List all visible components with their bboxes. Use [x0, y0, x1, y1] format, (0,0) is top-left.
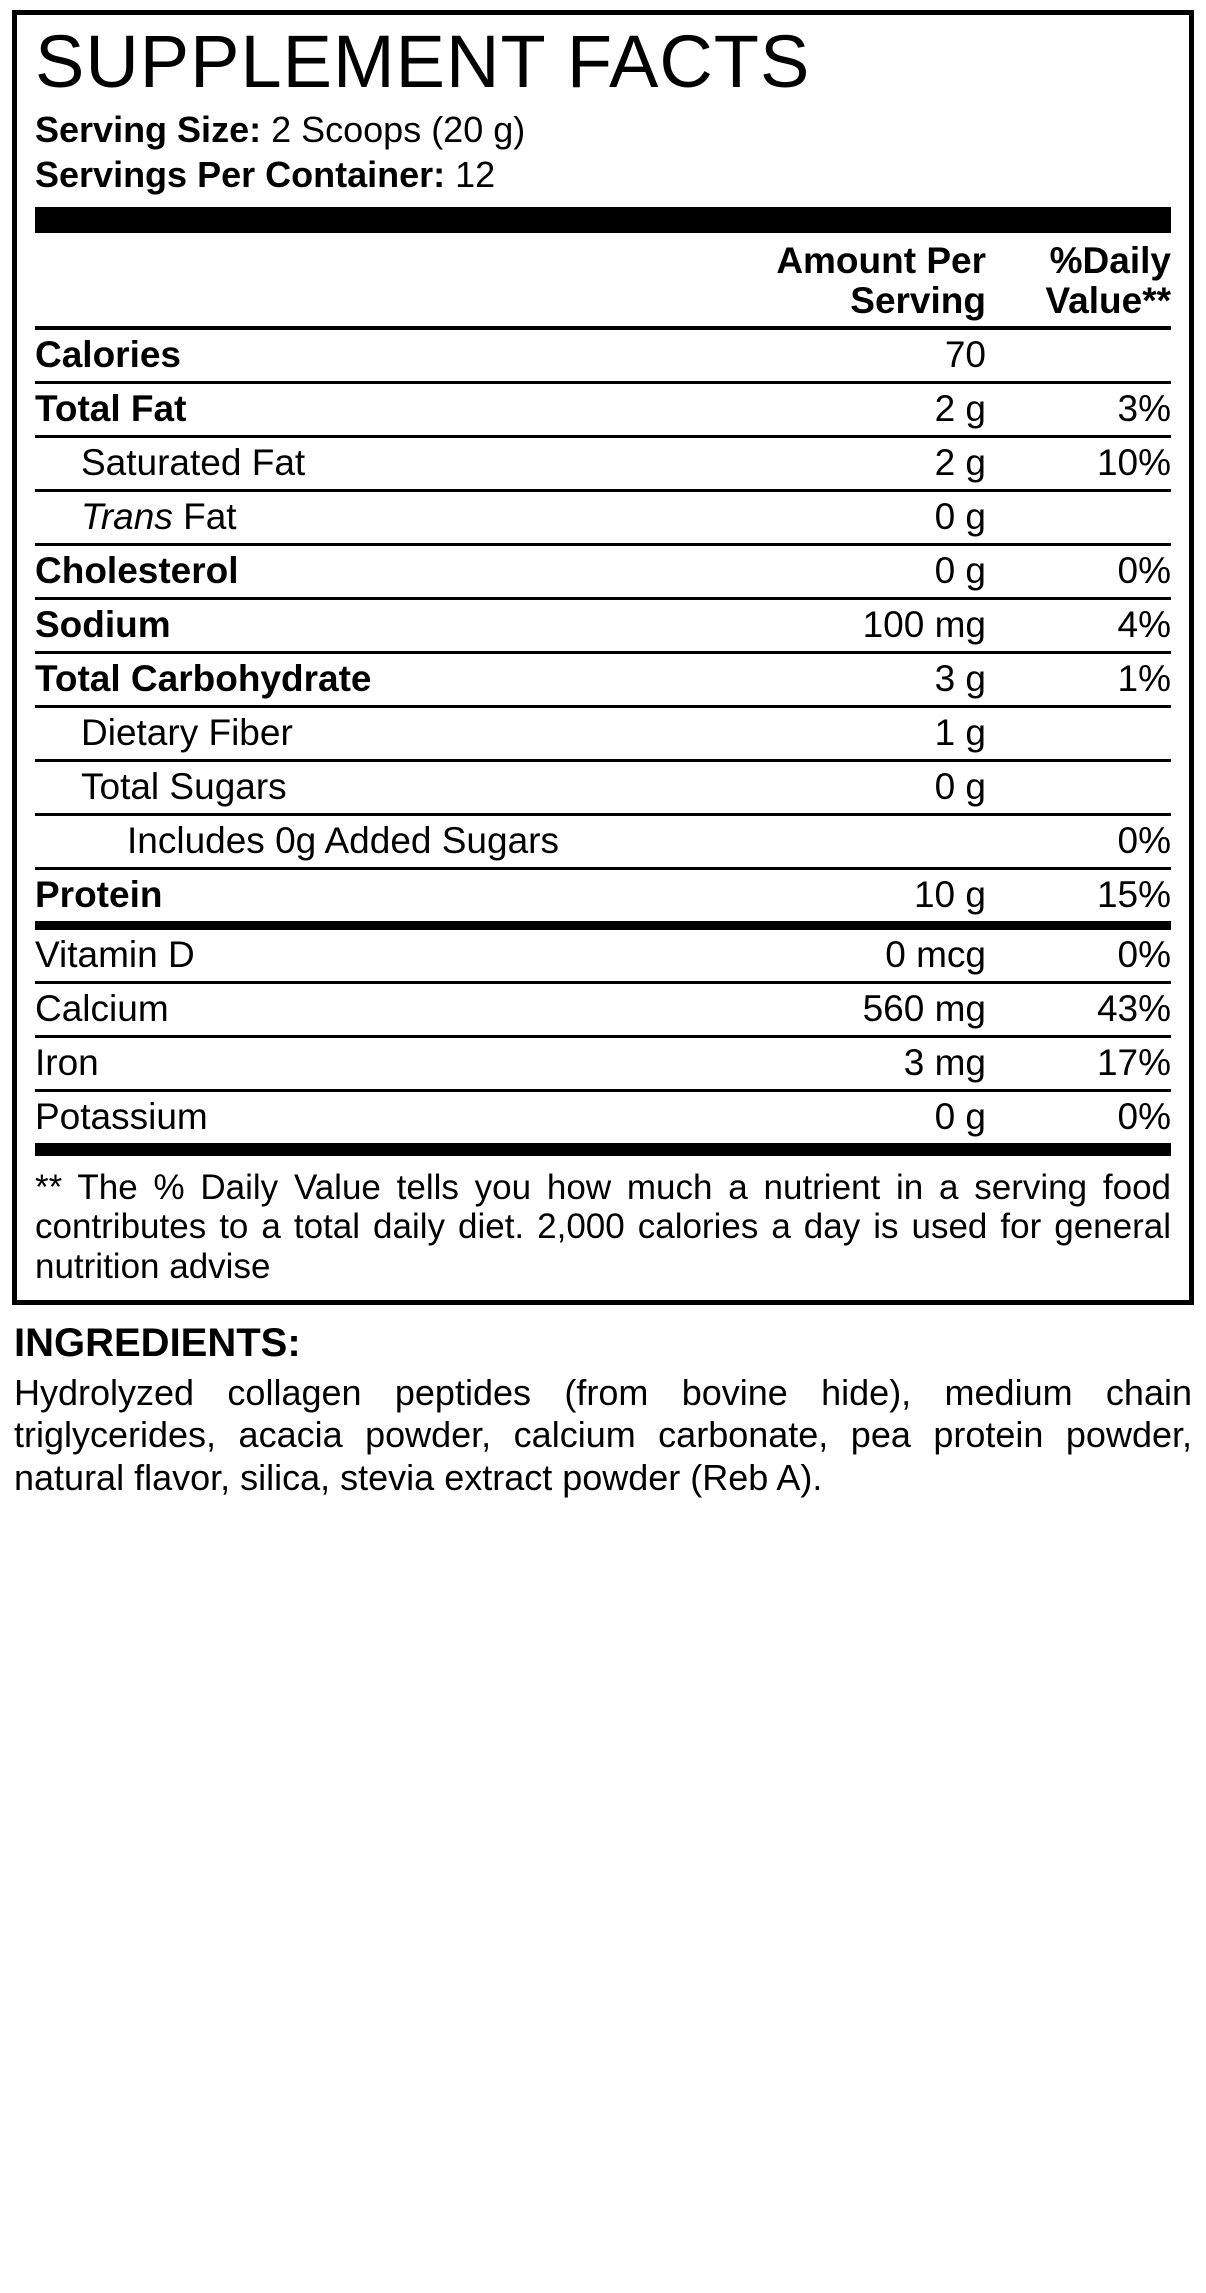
nutrition-rows [35, 330, 1171, 1143]
row-dv: 1% [986, 653, 1171, 707]
row-dv: 10% [986, 437, 1171, 491]
row-label: Vitamin D [35, 926, 736, 983]
row-amount: 0 g [736, 491, 986, 545]
row-amount: 3 mg [736, 1037, 986, 1091]
table-row-vitamin-d [35, 926, 1171, 983]
row-dv: 0% [986, 926, 1171, 983]
row-amount: 2 g [736, 383, 986, 437]
row-label: Saturated Fat [35, 437, 736, 491]
row-label: Cholesterol [35, 545, 736, 599]
row-label: Sodium [35, 599, 736, 653]
ingredients-title: INGREDIENTS: [14, 1320, 301, 1365]
servings-per-container-label: Servings Per Container: [35, 154, 446, 196]
table-row-cholesterol [35, 545, 1171, 599]
row-label: Protein [35, 869, 736, 926]
nutrition-table [35, 233, 1171, 326]
table-row-total-sugars [35, 761, 1171, 815]
row-dv: 3% [986, 383, 1171, 437]
row-amount: 2 g [736, 437, 986, 491]
row-amount: 10 g [736, 869, 986, 926]
row-dv: 17% [986, 1037, 1171, 1091]
row-amount: 70 [736, 330, 986, 383]
row-label: Total Carbohydrate [35, 653, 736, 707]
row-amount: 3 g [736, 653, 986, 707]
row-dv: 43% [986, 983, 1171, 1037]
header-amount-line1: Amount Per [776, 240, 986, 282]
table-row-calories [35, 330, 1171, 383]
header-daily-value [986, 233, 1171, 326]
table-row-potassium [35, 1091, 1171, 1144]
row-label: Total Sugars [35, 761, 736, 815]
serving-size-value: 2 Scoops (20 g) [271, 109, 526, 151]
table-header-row [35, 233, 1171, 326]
ingredients-list: Hydrolyzed collagen peptides (from bovine hide), medium chain triglycerides, acacia powder, calcium carbonate, pea protein powder, natural flavor, silica, stevia extract powder (Reb A). [14, 1371, 1192, 1498]
header-dv-line2: Value** [1045, 280, 1171, 322]
header-amount-line2: Serving [850, 280, 986, 322]
row-amount: 560 mg [736, 983, 986, 1037]
table-row-total-carbohydrate [35, 653, 1171, 707]
table-row-added-sugars [35, 815, 1171, 869]
table-row-saturated-fat [35, 437, 1171, 491]
row-dv: 0% [986, 815, 1171, 869]
serving-size-line [35, 107, 1171, 152]
row-dv: 15% [986, 869, 1171, 926]
row-amount: 1 g [736, 707, 986, 761]
row-dv [986, 761, 1171, 815]
row-label: Potassium [35, 1096, 208, 1138]
row-amount: 0 g [736, 545, 986, 599]
row-dv [986, 491, 1171, 545]
row-dv [986, 707, 1171, 761]
table-row-protein [35, 869, 1171, 926]
daily-value-footnote: ** The % Daily Value tells you how much a nutrient in a serving food contributes to a total daily diet. 2,000 calories a day is used for general nutrition advise [35, 1168, 1171, 1286]
header-blank [35, 233, 736, 326]
servings-per-container-line [35, 152, 1171, 197]
table-row-iron [35, 1037, 1171, 1091]
row-dv: 0% [1117, 1096, 1171, 1138]
divider-thick-top [35, 207, 1171, 233]
row-label [35, 491, 736, 545]
row-amount: 0 g [934, 1096, 986, 1138]
facts-box [12, 10, 1194, 1305]
header-dv-line1: %Daily [1049, 240, 1171, 282]
servings-per-container-value: 12 [455, 154, 496, 196]
table-row-sodium [35, 599, 1171, 653]
trans-rest: Fat [172, 496, 237, 538]
row-amount: 0 g [736, 761, 986, 815]
header-amount-per-serving [736, 233, 986, 326]
divider-before-footnote [35, 1143, 1171, 1156]
row-dv [986, 330, 1171, 383]
row-label: Total Fat [35, 383, 736, 437]
table-row-total-fat [35, 383, 1171, 437]
row-amount: 100 mg [736, 599, 986, 653]
row-label: Includes 0g Added Sugars [35, 815, 736, 869]
row-amount [736, 815, 986, 869]
row-dv: 0% [986, 545, 1171, 599]
table-row-calcium [35, 983, 1171, 1037]
row-amount: 0 mcg [736, 926, 986, 983]
serving-size-label: Serving Size: [35, 109, 262, 151]
trans-italic: Trans [81, 496, 173, 538]
row-label: Calcium [35, 983, 736, 1037]
row-label: Iron [35, 1037, 736, 1091]
row-label: Calories [35, 330, 736, 383]
table-row-trans-fat [35, 491, 1171, 545]
row-dv: 4% [986, 599, 1171, 653]
table-row-dietary-fiber [35, 707, 1171, 761]
page-title: SUPPLEMENT FACTS [35, 20, 811, 103]
row-label: Dietary Fiber [35, 707, 736, 761]
